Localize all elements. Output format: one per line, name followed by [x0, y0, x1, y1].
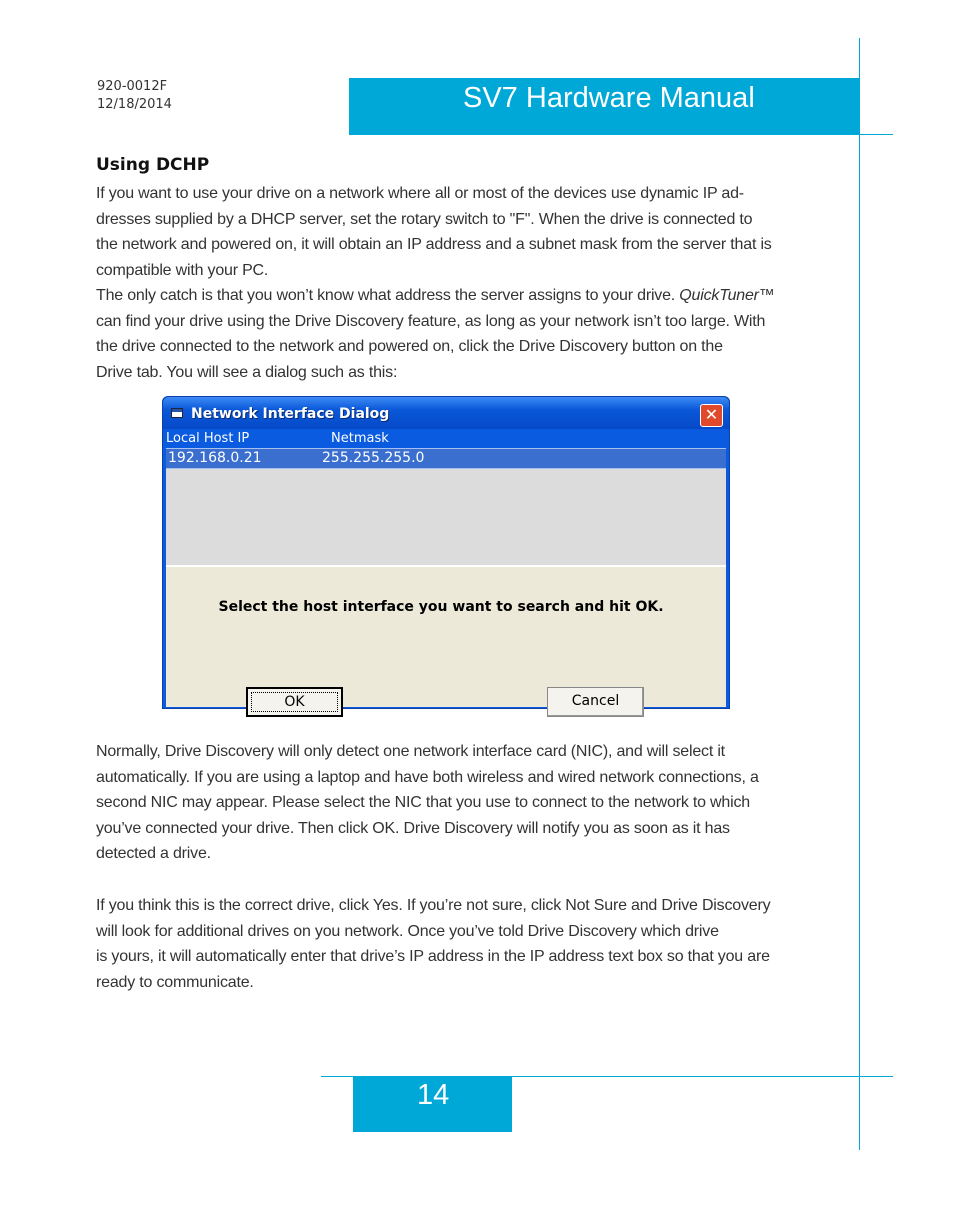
- p1-line: dresses supplied by a DHCP server, set the rotary switch to "F". When the drive is connected to: [96, 210, 753, 228]
- paragraph-3: [96, 739, 816, 867]
- cancel-label: Cancel: [571, 693, 620, 709]
- document-id: [97, 78, 172, 114]
- list-header: [166, 429, 726, 448]
- p4-line: ready to communicate.: [96, 973, 254, 991]
- dialog-message: Select the host interface you want to search and hit OK.: [218, 599, 664, 615]
- section-title: Using DCHP: [96, 155, 210, 175]
- header-rule: [349, 134, 893, 135]
- row-netmask: 255.255.255.0: [322, 450, 425, 466]
- document-date: 12/18/2014: [97, 97, 172, 112]
- list-item[interactable]: [166, 448, 726, 469]
- page-number-box: [353, 1077, 512, 1132]
- manual-title: SV7 Hardware Manual: [463, 82, 755, 114]
- p4-line: is yours, it will automatically enter that drive’s IP address in the IP address text box so that you are: [96, 948, 770, 965]
- document-number: 920-0012F: [97, 79, 168, 94]
- ok-label: OK: [284, 694, 305, 710]
- dialog-titlebar[interactable]: [163, 397, 729, 429]
- p3-line: automatically. If you are using a laptop and have both wireless and wired network connections, a: [96, 768, 759, 786]
- close-icon: ✕: [704, 405, 719, 424]
- p3-line: you’ve connected your drive. Then click OK. Drive Discovery will notify you as soon as it has: [96, 819, 730, 837]
- paragraph-2: [96, 283, 816, 385]
- header-bar: [349, 78, 859, 134]
- p3-line: second NIC may appear. Please select the NIC that you use to connect to the network to which: [96, 794, 750, 811]
- dialog-title: Network Interface Dialog: [191, 406, 390, 422]
- p3-line: Normally, Drive Discovery will only detect one network interface card (NIC), and will select it: [96, 743, 725, 760]
- page-number: 14: [417, 1079, 450, 1111]
- p2-line: Drive tab. You will see a dialog such as this:: [96, 363, 398, 381]
- list-divider: [166, 565, 726, 567]
- p1-line: If you want to use your drive on a network where all or most of the devices use dynamic IP ad-: [96, 185, 744, 202]
- p3-line: detected a drive.: [96, 845, 211, 862]
- p1-line: compatible with your PC.: [96, 261, 269, 279]
- network-interface-dialog: [162, 396, 730, 709]
- interface-list[interactable]: [166, 429, 726, 567]
- dialog-client: [166, 429, 726, 710]
- window-icon: [171, 408, 183, 418]
- cancel-button[interactable]: [547, 687, 644, 717]
- margin-rule-vertical: [859, 38, 860, 1150]
- paragraph-4: [96, 893, 816, 995]
- column-header-local-host-ip[interactable]: Local Host IP: [166, 431, 250, 446]
- p4-line: If you think this is the correct drive, click Yes. If you’re not sure, click Not Sure and Drive Discovery: [96, 897, 771, 914]
- column-header-netmask[interactable]: Netmask: [331, 431, 389, 446]
- p2-line: The only catch is that you won’t know what address the server assigns to your drive.: [96, 287, 680, 304]
- row-ip: 192.168.0.21: [168, 450, 262, 466]
- p4-line: will look for additional drives on you network. Once you’ve told Drive Discovery which drive: [96, 922, 719, 940]
- close-button[interactable]: [700, 404, 723, 427]
- ok-button[interactable]: [246, 687, 343, 717]
- p2-line: can find your drive using the Drive Discovery feature, as long as your network isn’t too large. With: [96, 312, 766, 330]
- paragraph-1: [96, 181, 816, 283]
- p2-line: the drive connected to the network and powered on, click the Drive Discovery button on the: [96, 338, 723, 355]
- product-name: QuickTuner™: [679, 287, 775, 304]
- p1-line: the network and powered on, it will obtain an IP address and a subnet mask from the server that is: [96, 236, 772, 253]
